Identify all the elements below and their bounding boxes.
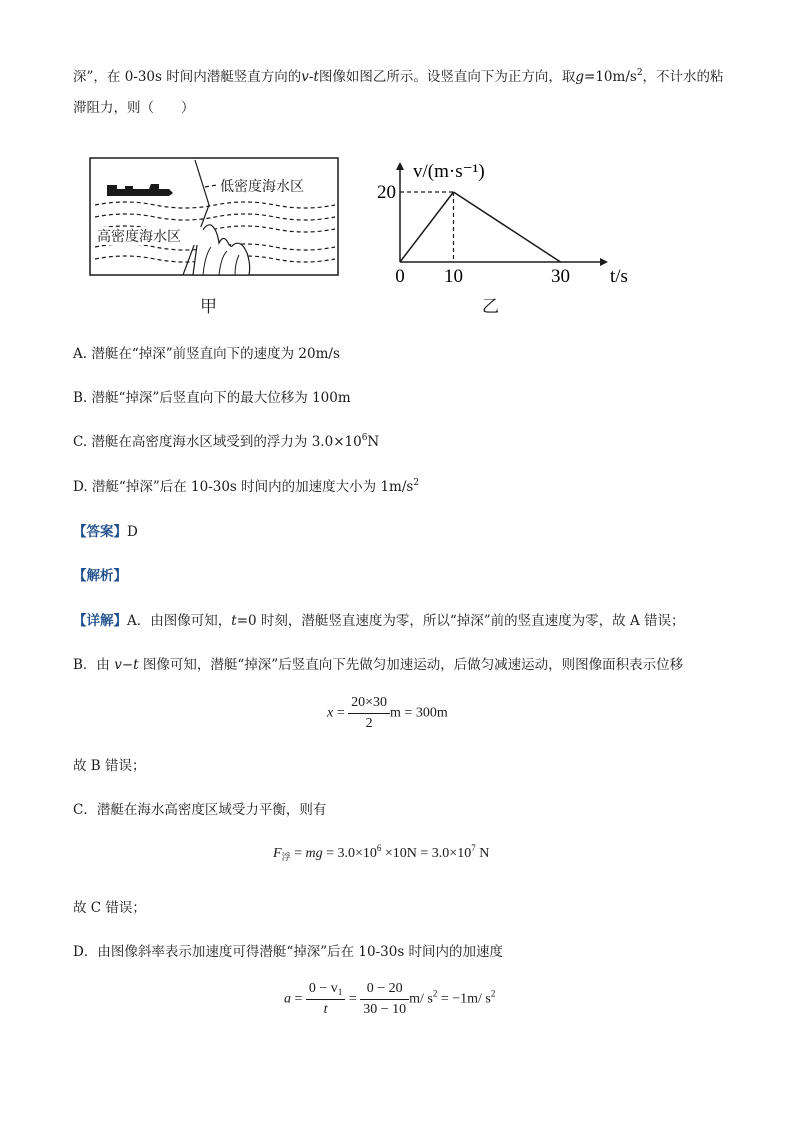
- detail-a: [73, 612, 685, 630]
- fraction-denominator: 30 − 10: [363, 1002, 407, 1017]
- detail-text: 图像可知，潜艇“掉深”后竖直向下先做匀加速运动，后做匀减速运动，则图像面积表示位移: [138, 657, 684, 673]
- fraction-denominator: t: [323, 1002, 328, 1017]
- option-c-text: C. 潜艇在高密度海水区域受到的浮力为 3.0×10: [73, 434, 362, 450]
- question-line-1: [73, 68, 724, 86]
- t-symbol: t: [231, 613, 237, 629]
- x-tick-label: 30: [551, 266, 570, 287]
- option-d-text: D. 潜艇“掉深”后在 10-30s 时间内的加速度大小为 1m/s: [73, 479, 414, 495]
- y-axis-arrow: [396, 162, 404, 170]
- figure-jia: [85, 155, 345, 290]
- detail-text: B．由: [73, 657, 115, 673]
- formula-symbol: a: [284, 991, 291, 1007]
- option-a: A. 潜艇在“掉深”前竖直向下的速度为 20m/s: [73, 346, 340, 362]
- fraction: [360, 980, 409, 1019]
- analysis-label: 【解析】: [73, 568, 127, 584]
- formula-text: ×10N = 3.0×10: [381, 846, 472, 861]
- g-value: =10m/s: [584, 69, 637, 85]
- formula-text: m/ s: [409, 991, 433, 1007]
- option-c: [73, 433, 379, 451]
- fraction-denominator: 2: [365, 716, 373, 731]
- y-tick-label: 20: [377, 182, 396, 203]
- formula-buoyancy: [273, 843, 490, 862]
- low-density-label: 低密度海水区: [220, 180, 304, 195]
- question-text: 图像如图乙所示。设竖直向下为正方向，取: [318, 69, 576, 85]
- formula-displacement: [327, 694, 448, 733]
- formula-text: m = 300m: [390, 705, 448, 721]
- series-line-segment: [400, 192, 454, 262]
- unit: N: [367, 434, 380, 450]
- exponent: 2: [413, 478, 420, 488]
- y-axis-label: v/(m·s⁻¹): [413, 161, 485, 182]
- analysis-line: [73, 567, 127, 585]
- x-axis-label: t/s: [610, 266, 628, 287]
- fraction: [306, 980, 345, 1019]
- question-line-2: 滞阻力，则（ ）: [73, 100, 195, 116]
- question-text: 深”，在 0-30s 时间内潜艇竖直方向的: [73, 69, 302, 85]
- formula-acceleration: [284, 980, 495, 1019]
- x-tick-label: 0: [395, 266, 405, 287]
- formula-text: =: [333, 705, 349, 721]
- series-line-segment: [454, 192, 561, 262]
- x-tick-label: 10: [444, 266, 463, 287]
- detail-b: [73, 656, 683, 674]
- exponent: 6: [361, 433, 368, 443]
- answer-value: D: [127, 524, 138, 540]
- formula-symbol: F: [273, 846, 282, 861]
- detail-c: C．潜艇在海水高密度区域受力平衡，则有: [73, 802, 327, 818]
- answer-line: [73, 523, 138, 541]
- detail-c-conclusion: 故 C 错误；: [73, 900, 146, 916]
- option-d: [73, 478, 419, 496]
- fraction-numerator: 0 − 20: [360, 980, 409, 1000]
- x-axis-arrow: [600, 258, 608, 266]
- detail-label: 【详解】: [73, 613, 127, 629]
- answer-label: 【答案】: [73, 524, 127, 540]
- figure-yi-caption: 乙: [482, 297, 499, 317]
- high-density-label: 高密度海水区: [97, 230, 181, 245]
- fraction-numerator: [306, 980, 345, 1000]
- exponent: 2: [636, 68, 643, 78]
- formula-text: = −1m/ s: [437, 991, 491, 1007]
- question-text: ，不计水的粘: [642, 69, 724, 85]
- exponent: 6: [376, 843, 382, 853]
- formula-text: =: [291, 991, 306, 1007]
- formula-symbol: x: [327, 705, 334, 721]
- numerator-text: 0 − v: [308, 981, 338, 996]
- exponent: 2: [432, 988, 438, 999]
- detail-d: D．由图像斜率表示加速度可得潜艇“掉深”后在 10-30s 时间内的加速度: [73, 944, 504, 960]
- figure-jia-caption: 甲: [200, 297, 217, 317]
- exponent: 2: [490, 988, 496, 999]
- subscript: 1: [337, 987, 343, 997]
- submarine-icon: [107, 184, 173, 196]
- vt-symbol: v-t: [301, 69, 319, 85]
- g-symbol: g: [575, 69, 585, 85]
- fraction-numerator: 20×30: [348, 694, 390, 714]
- formula-text: =: [345, 991, 361, 1007]
- detail-b-conclusion: 故 B 错误；: [73, 758, 146, 774]
- option-b: B. 潜艇“掉深”后竖直向下的最大位移为 100m: [73, 390, 351, 406]
- vt-symbol: v−t: [114, 657, 139, 673]
- fraction: [348, 694, 390, 733]
- formula-text: = 3.0×10: [322, 846, 377, 861]
- formula-symbol: mg: [305, 846, 323, 861]
- exponent: 7: [471, 843, 476, 853]
- formula-text: =: [290, 846, 306, 861]
- detail-text: A．由图像可知，: [127, 613, 232, 629]
- detail-text: =0 时刻，潜艇竖直速度为零，所以“掉深”前的竖直速度为零，故 A 错误；: [236, 613, 685, 629]
- formula-text: N: [475, 846, 490, 861]
- figure-yi-chart: [365, 150, 628, 290]
- subscript: 浮: [281, 852, 291, 862]
